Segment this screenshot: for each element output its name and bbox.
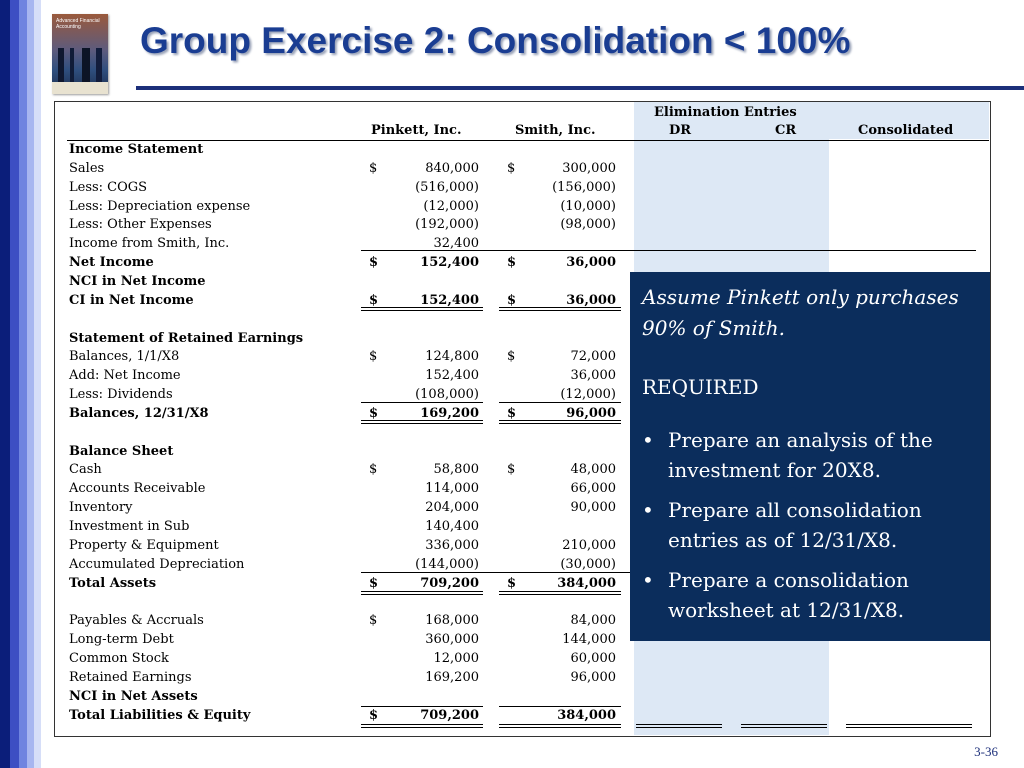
header-pinkett: Pinkett, Inc. — [371, 123, 462, 138]
pinkett-dollar-sign: $ — [369, 161, 378, 176]
pinkett-dollar-sign: $ — [369, 349, 378, 364]
row-label: Total Liabilities & Equity — [69, 708, 251, 723]
left-stripe-2 — [10, 0, 19, 768]
smith-value: 36,000 — [566, 255, 616, 270]
task-item: • Prepare all consolidation entries as of 12/31/X8. — [642, 495, 978, 555]
row-label: Balances, 1/1/X8 — [69, 349, 180, 364]
smith-dollar-sign: $ — [507, 161, 516, 176]
task-item: • Prepare an analysis of the investment for 20X8. — [642, 425, 978, 485]
pinkett-dollar-sign: $ — [369, 613, 378, 628]
row-label: Income from Smith, Inc. — [69, 236, 230, 251]
smith-value: 96,000 — [570, 670, 616, 685]
row-label: Less: Depreciation expense — [69, 199, 251, 214]
header-dr: DR — [669, 123, 692, 138]
pinkett-dollar-sign: $ — [369, 255, 379, 270]
smith-value: 384,000 — [557, 576, 616, 591]
pinkett-dollar-sign: $ — [369, 462, 378, 477]
smith-value: 66,000 — [570, 481, 616, 496]
pinkett-value: 709,200 — [420, 708, 479, 723]
left-stripe-1 — [0, 0, 10, 768]
pinkett-dollar-sign: $ — [369, 293, 379, 308]
row-label: Balances, 12/31/X8 — [69, 406, 209, 421]
task-item: • Prepare a consolidation worksheet at 12/31/X8. — [642, 565, 978, 625]
task-list — [642, 425, 978, 625]
smith-value: (12,000) — [560, 387, 616, 402]
pinkett-dollar-sign: $ — [369, 406, 379, 421]
row-label: Common Stock — [69, 651, 169, 666]
row-label: Less: Dividends — [69, 387, 173, 402]
pinkett-value: (192,000) — [415, 217, 479, 232]
smith-value: 300,000 — [562, 161, 616, 176]
pinkett-value: 204,000 — [425, 500, 479, 515]
pinkett-value: 360,000 — [425, 632, 479, 647]
pinkett-value: 114,000 — [425, 481, 479, 496]
row-label: Accounts Receivable — [69, 481, 206, 496]
pinkett-value: (516,000) — [415, 180, 479, 195]
pinkett-value: 336,000 — [425, 538, 479, 553]
pinkett-value: 840,000 — [425, 161, 479, 176]
pinkett-value: (144,000) — [415, 557, 479, 572]
row-label: Add: Net Income — [69, 368, 181, 383]
pinkett-value: 152,400 — [420, 293, 479, 308]
smith-dollar-sign: $ — [507, 406, 517, 421]
left-stripe-4 — [27, 0, 34, 768]
row-label: Inventory — [69, 500, 133, 515]
pinkett-value: (108,000) — [415, 387, 479, 402]
pinkett-value: 152,400 — [420, 255, 479, 270]
header-smith: Smith, Inc. — [515, 123, 596, 138]
smith-value: 60,000 — [570, 651, 616, 666]
smith-value: (10,000) — [560, 199, 616, 214]
row-label: Cash — [69, 462, 102, 477]
assignment-callout — [630, 272, 990, 641]
title-underline — [136, 86, 1024, 90]
bullet-icon: • — [642, 568, 654, 592]
pinkett-value: 12,000 — [433, 651, 479, 666]
row-label: Statement of Retained Earnings — [69, 331, 304, 346]
smith-value: 36,000 — [570, 368, 616, 383]
row-label: Less: COGS — [69, 180, 148, 195]
smith-dollar-sign: $ — [507, 293, 517, 308]
row-label: CI in Net Income — [69, 293, 194, 308]
header-consolidated: Consolidated — [858, 123, 954, 138]
page-number: 3-36 — [974, 744, 998, 759]
pinkett-value: (12,000) — [423, 199, 479, 214]
pinkett-value: 140,400 — [425, 519, 479, 534]
row-label: Net Income — [69, 255, 154, 270]
row-label: Investment in Sub — [69, 519, 190, 534]
pinkett-value: 124,800 — [425, 349, 479, 364]
smith-value: 84,000 — [570, 613, 616, 628]
pinkett-value: 169,200 — [420, 406, 479, 421]
book-cover-title: Advanced Financial Accounting — [56, 18, 100, 30]
row-label: NCI in Net Income — [69, 274, 206, 289]
smith-dollar-sign: $ — [507, 349, 516, 364]
required-heading: REQUIRED — [642, 375, 759, 399]
smith-value: (156,000) — [552, 180, 616, 195]
smith-value: 48,000 — [570, 462, 616, 477]
row-label: Total Assets — [69, 576, 157, 591]
pinkett-value: 168,000 — [425, 613, 479, 628]
header-elimination-entries: Elimination Entries — [654, 105, 797, 120]
pinkett-dollar-sign: $ — [369, 576, 379, 591]
row-label: Retained Earnings — [69, 670, 192, 685]
pinkett-dollar-sign: $ — [369, 708, 379, 723]
row-label: Sales — [69, 161, 105, 176]
bullet-icon: • — [642, 428, 654, 452]
row-label: Less: Other Expenses — [69, 217, 212, 232]
row-label: Income Statement — [69, 142, 204, 157]
book-cover-image — [52, 14, 108, 94]
left-stripe-5 — [34, 0, 41, 768]
row-label: Long-term Debt — [69, 632, 174, 647]
row-label: Accumulated Depreciation — [69, 557, 245, 572]
smith-dollar-sign: $ — [507, 462, 516, 477]
left-stripe-3 — [19, 0, 27, 768]
pinkett-value: 58,800 — [433, 462, 479, 477]
smith-dollar-sign: $ — [507, 576, 517, 591]
smith-value: 210,000 — [562, 538, 616, 553]
slide-title: Group Exercise 2: Consolidation < 100% — [140, 20, 851, 61]
pinkett-value: 32,400 — [433, 236, 479, 251]
header-rule — [67, 140, 989, 141]
smith-value: 384,000 — [557, 708, 616, 723]
smith-value: 36,000 — [566, 293, 616, 308]
row-label: Payables & Accruals — [69, 613, 204, 628]
pinkett-value: 152,400 — [425, 368, 479, 383]
smith-value: (98,000) — [560, 217, 616, 232]
row-label: Property & Equipment — [69, 538, 219, 553]
pinkett-value: 709,200 — [420, 576, 479, 591]
pinkett-value: 169,200 — [425, 670, 479, 685]
bullet-icon: • — [642, 498, 654, 522]
header-cr: CR — [775, 123, 797, 138]
assumption-text: Assume Pinkett only purchases 90% of Smith. — [642, 285, 959, 340]
smith-value: 96,000 — [566, 406, 616, 421]
smith-value: 72,000 — [570, 349, 616, 364]
row-label: Balance Sheet — [69, 444, 174, 459]
smith-value: 90,000 — [570, 500, 616, 515]
row-label: NCI in Net Assets — [69, 689, 198, 704]
smith-value: 144,000 — [562, 632, 616, 647]
smith-dollar-sign: $ — [507, 255, 517, 270]
smith-value: (30,000) — [560, 557, 616, 572]
